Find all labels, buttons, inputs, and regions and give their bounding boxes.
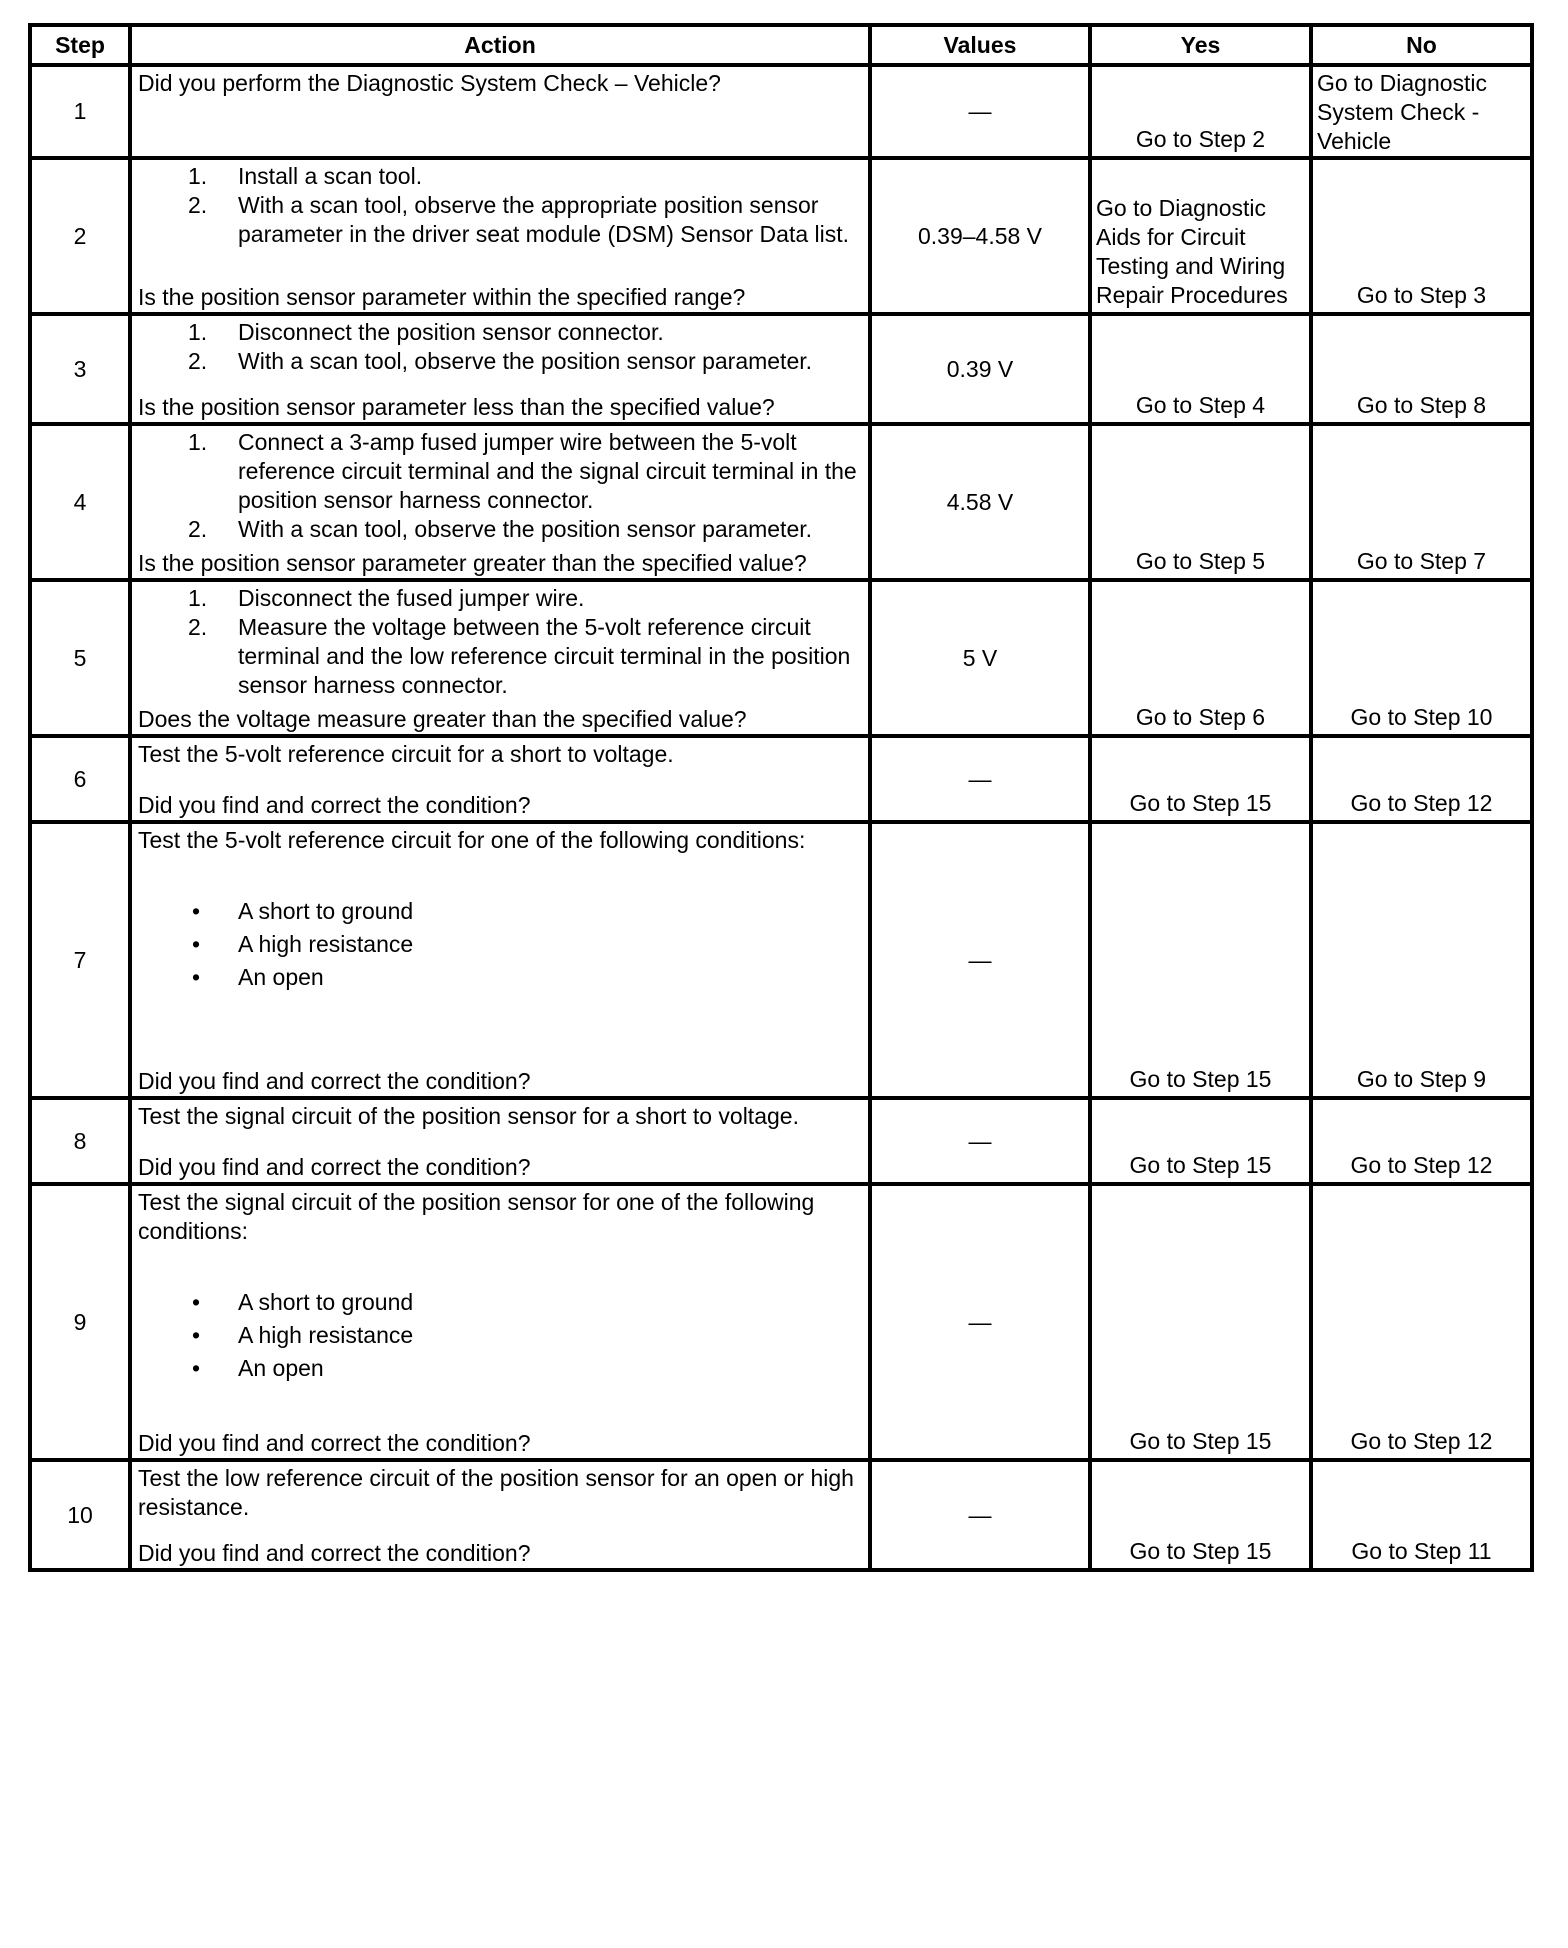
action-question: Did you find and correct the condition? [138,1430,531,1456]
list-item [138,428,864,515]
step-number: 8 [30,1098,130,1184]
no-action-text: Go to Step 8 [1356,392,1487,418]
value-cell: 4.58 V [870,424,1090,580]
yes-cell [1090,1184,1311,1460]
header-step: Step [30,25,130,65]
step-number: 6 [30,736,130,822]
no-cell [1311,1098,1532,1184]
list-item [138,515,864,544]
no-action-text: Go to Step 7 [1356,548,1487,574]
action-intro: Test the low reference circuit of the position sensor for an open or high resistance. [138,1465,854,1520]
yes-cell [1090,158,1311,314]
action-question: Is the position sensor parameter less than the specified value? [138,394,775,420]
action-intro: Test the 5-volt reference circuit for a short to voltage. [138,741,674,767]
step-number: 3 [30,314,130,424]
action-question: Did you find and correct the condition? [138,1068,531,1094]
yes-action-text: Go to Step 15 [1129,1066,1272,1092]
no-cell [1311,580,1532,736]
yes-action-text: Go to Diagnostic Aids for Circuit Testing and Wiring Repair Procedures [1096,195,1288,308]
value-cell: 0.39–4.58 V [870,158,1090,314]
bullet-icon: • [192,931,201,957]
list-item-text: With a scan tool, observe the position sensor parameter. [238,516,813,542]
list-item [138,961,864,994]
no-action-text: Go to Step 12 [1350,1152,1493,1178]
value-cell: — [870,65,1090,158]
action-instructions [138,582,864,700]
list-item-text: Disconnect the position sensor connector. [238,319,664,345]
action-cell [130,424,870,580]
list-number: 1. [188,585,208,611]
list-item-text: Connect a 3-amp fused jumper wire between the 5-volt reference circuit terminal and the signal circuit terminal in the position sensor harness connector. [238,429,857,513]
yes-action-text: Go to Step 15 [1129,1538,1272,1564]
action-content [132,160,868,312]
list-item [138,613,864,700]
list-item [138,1319,864,1352]
action-cell [130,1098,870,1184]
list-number: 1. [188,319,208,345]
action-question: Did you find and correct the condition? [138,1540,531,1566]
list-item-text: An open [238,964,324,990]
list-number: 2. [188,614,208,640]
action-cell [130,580,870,736]
yes-cell [1090,580,1311,736]
list-item [138,895,864,928]
action-content [132,1462,868,1568]
value-cell: — [870,1460,1090,1570]
action-content [132,316,868,422]
yes-action-text: Go to Step 15 [1129,1152,1272,1178]
action-question: Is the position sensor parameter within the specified range? [138,284,746,310]
bullet-icon: • [192,898,201,924]
numbered-list [138,318,864,376]
bullet-list [138,895,864,994]
step-number: 4 [30,424,130,580]
no-cell [1311,1460,1532,1570]
list-item [138,191,864,249]
no-action-text: Go to Step 9 [1356,1066,1487,1092]
yes-cell [1090,736,1311,822]
yes-cell [1090,1460,1311,1570]
list-item-text: A short to ground [238,1289,414,1315]
no-cell [1311,314,1532,424]
action-instructions [138,738,864,769]
table-row [30,1460,1532,1570]
list-number: 2. [188,516,208,542]
step-number: 2 [30,158,130,314]
value-cell: — [870,822,1090,1098]
table-row [30,424,1532,580]
no-cell [1311,424,1532,580]
value-cell: — [870,736,1090,822]
list-item-text: Install a scan tool. [238,163,423,189]
list-item-text: With a scan tool, observe the position sensor parameter. [238,348,813,374]
header-no: No [1311,25,1532,65]
yes-cell [1090,1098,1311,1184]
no-cell [1311,158,1532,314]
action-content [132,824,868,1096]
no-cell [1311,822,1532,1098]
table-row [30,314,1532,424]
action-content [132,1186,868,1458]
list-item-text: Measure the voltage between the 5-volt reference circuit terminal and the low reference circuit terminal in the position sensor harness connector. [238,614,851,698]
list-item [138,584,864,613]
step-number: 10 [30,1460,130,1570]
action-cell [130,1184,870,1460]
action-cell [130,1460,870,1570]
no-action-text: Go to Step 12 [1350,790,1493,816]
list-item [138,318,864,347]
header-action: Action [130,25,870,65]
list-item [138,347,864,376]
yes-action-text: Go to Step 6 [1135,704,1266,730]
action-question: Is the position sensor parameter greater than the specified value? [138,550,807,576]
action-content [132,67,868,141]
value-cell: 0.39 V [870,314,1090,424]
list-item [138,928,864,961]
table-row [30,580,1532,736]
yes-action-text: Go to Step 2 [1135,126,1266,152]
list-number: 2. [188,348,208,374]
yes-cell [1090,65,1311,158]
no-action-text: Go to Step 12 [1350,1428,1493,1454]
no-action-text: Go to Step 10 [1350,704,1493,730]
yes-action-text: Go to Step 5 [1135,548,1266,574]
yes-action-text: Go to Step 4 [1135,392,1266,418]
list-item-text: A high resistance [238,1322,414,1348]
header-yes: Yes [1090,25,1311,65]
no-action-text: Go to Step 11 [1351,1538,1492,1564]
step-number: 5 [30,580,130,736]
action-question: Did you find and correct the condition? [138,792,531,818]
diagnostic-table [28,23,1534,1572]
action-intro: Test the signal circuit of the position sensor for one of the following conditions: [138,1189,815,1244]
list-number: 1. [188,429,208,455]
list-item-text: Disconnect the fused jumper wire. [238,585,585,611]
no-cell [1311,1184,1532,1460]
value-cell: 5 V [870,580,1090,736]
action-cell [130,158,870,314]
step-number: 1 [30,65,130,158]
table-row [30,1098,1532,1184]
step-number: 9 [30,1184,130,1460]
value-cell: — [870,1098,1090,1184]
table-row [30,1184,1532,1460]
no-action-text: Go to Step 3 [1356,282,1487,308]
action-intro: Test the 5-volt reference circuit for one of the following conditions: [138,827,806,853]
action-content [132,738,868,820]
action-instructions [138,67,864,98]
table-row [30,822,1532,1098]
bullet-list [138,1286,864,1385]
bullet-icon: • [192,1355,201,1381]
value-cell: — [870,1184,1090,1460]
no-cell [1311,736,1532,822]
no-cell [1311,65,1532,158]
action-cell [130,65,870,158]
action-intro: Did you perform the Diagnostic System Check – Vehicle? [138,70,721,96]
action-instructions [138,1100,864,1131]
yes-action-text: Go to Step 15 [1129,1428,1272,1454]
action-question: Does the voltage measure greater than the specified value? [138,706,747,732]
action-content [132,1100,868,1182]
list-item-text: A short to ground [238,898,414,924]
no-action-text: Go to Diagnostic System Check - Vehicle [1317,70,1488,154]
yes-action-text: Go to Step 15 [1129,790,1272,816]
action-instructions [138,316,864,376]
yes-cell [1090,822,1311,1098]
action-instructions [138,426,864,544]
table-row [30,65,1532,158]
header-row [30,25,1532,65]
numbered-list [138,162,864,249]
action-instructions [138,160,864,249]
list-item-text: With a scan tool, observe the appropriate position sensor parameter in the driver seat module (DSM) Sensor Data list. [238,192,850,247]
action-instructions [138,1186,864,1385]
action-content [132,582,868,734]
list-item [138,1286,864,1319]
list-item [138,1352,864,1385]
action-content [132,426,868,578]
action-instructions [138,1462,864,1522]
step-number: 7 [30,822,130,1098]
list-number: 1. [188,163,208,189]
list-item [138,162,864,191]
bullet-icon: • [192,1289,201,1315]
action-cell [130,822,870,1098]
header-values: Values [870,25,1090,65]
list-item-text: An open [238,1355,324,1381]
table-row [30,158,1532,314]
table-row [30,736,1532,822]
list-item-text: A high resistance [238,931,414,957]
action-intro: Test the signal circuit of the position sensor for a short to voltage. [138,1103,799,1129]
bullet-icon: • [192,964,201,990]
yes-cell [1090,314,1311,424]
list-number: 2. [188,192,208,218]
action-question: Did you find and correct the condition? [138,1154,531,1180]
action-instructions [138,824,864,994]
action-cell [130,314,870,424]
numbered-list [138,584,864,700]
yes-cell [1090,424,1311,580]
action-cell [130,736,870,822]
numbered-list [138,428,864,544]
bullet-icon: • [192,1322,201,1348]
